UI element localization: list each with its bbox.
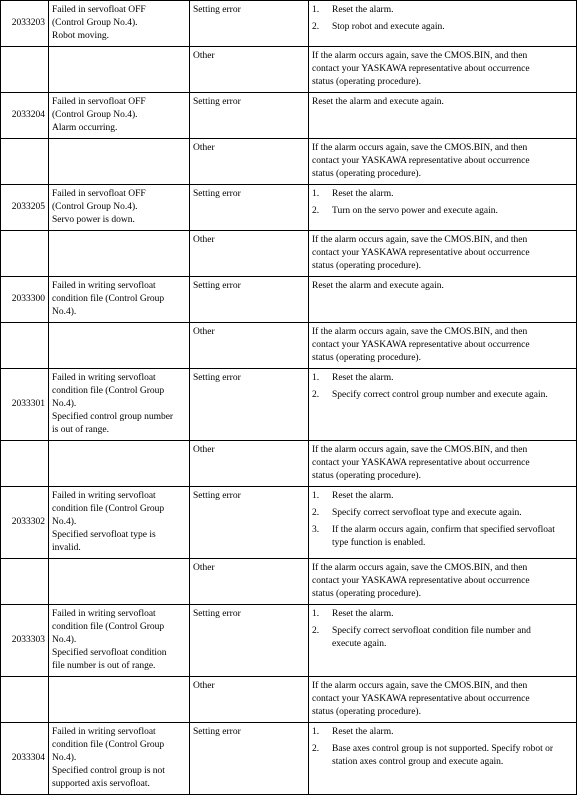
alarm-description <box>49 323 190 369</box>
description-line: Specified control group number <box>52 412 174 422</box>
description-line: Servo power is down. <box>52 215 135 225</box>
alarm-code <box>1 559 49 605</box>
alarm-table-body <box>1 1 577 795</box>
alarm-code: 2033300 <box>1 277 49 323</box>
alarm-description <box>49 185 190 231</box>
alarm-description <box>49 605 190 677</box>
alarm-code <box>1 47 49 93</box>
step-number: 1. <box>312 727 320 737</box>
description-line: condition file (Control Group <box>52 740 165 750</box>
remedy-text-line: Reset the alarm and execute again. <box>312 97 444 107</box>
step-number: 1. <box>312 609 320 619</box>
step-number: 2. <box>312 22 320 32</box>
table-row <box>1 677 577 723</box>
remedy-text-line: contact your YASKAWA representative about occurrence <box>312 156 530 166</box>
alarm-description <box>49 139 190 185</box>
remedy-text-line: contact your YASKAWA representative about occurrence <box>312 340 530 350</box>
alarm-code <box>1 677 49 723</box>
description-line: No.4). <box>52 399 77 409</box>
description-line: No.4). <box>52 753 77 763</box>
step-text <box>332 524 573 550</box>
step-number: 2. <box>312 390 320 400</box>
description-line: Robot moving. <box>52 31 110 41</box>
remedy-step <box>312 389 573 402</box>
alarm-description <box>49 723 190 795</box>
step-number: 2. <box>312 508 320 518</box>
description-line: (Control Group No.4). <box>52 18 138 28</box>
step-number: 1. <box>312 491 320 501</box>
remedy-step <box>312 507 573 520</box>
step-text <box>332 372 573 385</box>
table-row <box>1 277 577 323</box>
alarm-code: 2033302 <box>1 487 49 559</box>
description-line: Failed in writing servofloat <box>52 609 156 619</box>
description-line: No.4). <box>52 517 77 527</box>
step-text-line: station axes control group and execute again. <box>332 757 504 767</box>
remedy-step <box>312 21 573 34</box>
description-line: Failed in servofloat OFF <box>52 5 146 15</box>
remedy-text-line: contact your YASKAWA representative about occurrence <box>312 576 530 586</box>
table-row <box>1 723 577 795</box>
step-text <box>332 205 573 218</box>
remedy-steps <box>312 608 573 651</box>
description-line: Failed in servofloat OFF <box>52 97 146 107</box>
description-line: Failed in writing servofloat <box>52 491 156 501</box>
alarm-description <box>49 47 190 93</box>
remedy-step <box>312 743 573 769</box>
step-text <box>332 608 573 621</box>
step-text-line: Reset the alarm. <box>332 5 394 15</box>
step-text <box>332 625 573 651</box>
alarm-description <box>49 277 190 323</box>
description-line: Specified servofloat condition <box>52 648 167 658</box>
remedy-text-line: contact your YASKAWA representative about occurrence <box>312 694 530 704</box>
alarm-remedy <box>309 231 577 277</box>
remedy-step <box>312 205 573 218</box>
step-text-line: Reset the alarm. <box>332 189 394 199</box>
remedy-text-line: If the alarm occurs again, save the CMOS.BIN, and then <box>312 681 528 691</box>
step-text <box>332 743 573 769</box>
remedy-step <box>312 524 573 550</box>
alarm-cause: Setting error <box>190 93 309 139</box>
step-number: 3. <box>312 525 320 535</box>
step-text-line: Reset the alarm. <box>332 727 394 737</box>
step-text <box>332 389 573 402</box>
remedy-text-line: If the alarm occurs again, save the CMOS.BIN, and then <box>312 445 528 455</box>
remedy-step <box>312 372 573 385</box>
remedy-step <box>312 188 573 201</box>
description-line: condition file (Control Group <box>52 294 165 304</box>
alarm-code: 2033303 <box>1 605 49 677</box>
remedy-steps <box>312 726 573 769</box>
alarm-remedy <box>309 323 577 369</box>
step-number: 2. <box>312 626 320 636</box>
alarm-remedy <box>309 677 577 723</box>
step-text-line: Stop robot and execute again. <box>332 22 445 32</box>
description-line: file number is out of range. <box>52 661 156 671</box>
remedy-text-line: status (operating procedure). <box>312 471 421 481</box>
remedy-text-line: status (operating procedure). <box>312 353 421 363</box>
step-text-line: Specify correct servofloat condition file number and <box>332 626 531 636</box>
table-row <box>1 231 577 277</box>
remedy-text-line: If the alarm occurs again, save the CMOS.BIN, and then <box>312 143 528 153</box>
table-row <box>1 1 577 47</box>
description-line: Alarm occurring. <box>52 123 118 133</box>
alarm-remedy <box>309 369 577 441</box>
step-text <box>332 490 573 503</box>
alarm-cause: Other <box>190 323 309 369</box>
remedy-text-line: contact your YASKAWA representative about occurrence <box>312 248 530 258</box>
alarm-cause: Other <box>190 559 309 605</box>
table-row <box>1 185 577 231</box>
alarm-description <box>49 487 190 559</box>
alarm-remedy <box>309 605 577 677</box>
table-row <box>1 369 577 441</box>
table-row <box>1 559 577 605</box>
remedy-text-line: status (operating procedure). <box>312 707 421 717</box>
description-line: Failed in writing servofloat <box>52 373 156 383</box>
description-line: Specified servofloat type is <box>52 530 156 540</box>
alarm-remedy <box>309 559 577 605</box>
step-text-line: execute again. <box>332 639 387 649</box>
step-number: 1. <box>312 373 320 383</box>
alarm-description <box>49 369 190 441</box>
description-line: condition file (Control Group <box>52 386 165 396</box>
alarm-code <box>1 441 49 487</box>
alarm-description <box>49 93 190 139</box>
step-number: 2. <box>312 744 320 754</box>
alarm-cause: Setting error <box>190 277 309 323</box>
alarm-remedy <box>309 277 577 323</box>
table-row <box>1 441 577 487</box>
remedy-text-line: If the alarm occurs again, save the CMOS.BIN, and then <box>312 235 528 245</box>
alarm-code: 2033301 <box>1 369 49 441</box>
step-number: 1. <box>312 189 320 199</box>
remedy-steps <box>312 4 573 34</box>
description-line: Failed in writing servofloat <box>52 281 156 291</box>
description-line: condition file (Control Group <box>52 622 165 632</box>
alarm-description <box>49 677 190 723</box>
remedy-text-line: status (operating procedure). <box>312 589 421 599</box>
step-text-line: Specify correct control group number and execute again. <box>332 390 548 400</box>
step-text-line: If the alarm occurs again, confirm that specified servofloat <box>332 525 555 535</box>
remedy-text-line: status (operating procedure). <box>312 169 421 179</box>
alarm-description <box>49 441 190 487</box>
alarm-cause: Other <box>190 441 309 487</box>
alarm-cause: Setting error <box>190 185 309 231</box>
alarm-code <box>1 231 49 277</box>
alarm-code: 2033205 <box>1 185 49 231</box>
remedy-text-line: If the alarm occurs again, save the CMOS.BIN, and then <box>312 563 528 573</box>
step-text-line: Turn on the servo power and execute again. <box>332 206 498 216</box>
alarm-remedy <box>309 487 577 559</box>
remedy-step <box>312 4 573 17</box>
step-text-line: Base axes control group is not supported. Specify robot or <box>332 744 554 754</box>
alarm-cause: Other <box>190 677 309 723</box>
alarm-remedy <box>309 47 577 93</box>
table-row <box>1 605 577 677</box>
description-line: supported axis servofloat. <box>52 779 150 789</box>
remedy-text-line: contact your YASKAWA representative about occurrence <box>312 458 530 468</box>
description-line: is out of range. <box>52 425 109 435</box>
step-text-line: type function is enabled. <box>332 538 426 548</box>
alarm-remedy <box>309 441 577 487</box>
description-line: No.4). <box>52 307 77 317</box>
description-line: condition file (Control Group <box>52 504 165 514</box>
description-line: (Control Group No.4). <box>52 202 138 212</box>
table-row <box>1 47 577 93</box>
remedy-text-line: contact your YASKAWA representative about occurrence <box>312 64 530 74</box>
remedy-steps <box>312 490 573 550</box>
alarm-cause: Setting error <box>190 605 309 677</box>
remedy-text-line: status (operating procedure). <box>312 261 421 271</box>
alarm-description <box>49 559 190 605</box>
table-row <box>1 139 577 185</box>
alarm-code: 2033204 <box>1 93 49 139</box>
alarm-description <box>49 1 190 47</box>
remedy-text-line: Reset the alarm and execute again. <box>312 281 444 291</box>
alarm-remedy <box>309 139 577 185</box>
alarm-remedy <box>309 723 577 795</box>
alarm-code <box>1 323 49 369</box>
step-text-line: Reset the alarm. <box>332 609 394 619</box>
step-number: 2. <box>312 206 320 216</box>
remedy-text-line: If the alarm occurs again, save the CMOS.BIN, and then <box>312 327 528 337</box>
remedy-steps <box>312 372 573 402</box>
remedy-step <box>312 608 573 621</box>
description-line: No.4). <box>52 635 77 645</box>
alarm-cause: Other <box>190 139 309 185</box>
description-line: Failed in writing servofloat <box>52 727 156 737</box>
step-text <box>332 21 573 34</box>
alarm-cause: Setting error <box>190 487 309 559</box>
step-text <box>332 4 573 17</box>
alarm-code: 2033203 <box>1 1 49 47</box>
alarm-code: 2033304 <box>1 723 49 795</box>
step-text <box>332 507 573 520</box>
step-text-line: Reset the alarm. <box>332 373 394 383</box>
alarm-code <box>1 139 49 185</box>
alarm-cause: Other <box>190 47 309 93</box>
table-row <box>1 487 577 559</box>
remedy-text-line: status (operating procedure). <box>312 77 421 87</box>
table-row <box>1 323 577 369</box>
remedy-steps <box>312 188 573 218</box>
remedy-step <box>312 726 573 739</box>
alarm-cause: Setting error <box>190 369 309 441</box>
description-line: Failed in servofloat OFF <box>52 189 146 199</box>
description-line: invalid. <box>52 543 81 553</box>
alarm-remedy <box>309 1 577 47</box>
description-line: (Control Group No.4). <box>52 110 138 120</box>
alarm-description <box>49 231 190 277</box>
step-text-line: Specify correct servofloat type and execute again. <box>332 508 522 518</box>
remedy-step <box>312 625 573 651</box>
remedy-step <box>312 490 573 503</box>
step-number: 1. <box>312 5 320 15</box>
alarm-cause: Setting error <box>190 1 309 47</box>
table-row <box>1 93 577 139</box>
remedy-text-line: If the alarm occurs again, save the CMOS.BIN, and then <box>312 51 528 61</box>
alarm-remedy <box>309 185 577 231</box>
alarm-remedy <box>309 93 577 139</box>
step-text <box>332 726 573 739</box>
step-text <box>332 188 573 201</box>
description-line: Specified control group is not <box>52 766 165 776</box>
alarm-cause: Setting error <box>190 723 309 795</box>
alarm-cause: Other <box>190 231 309 277</box>
step-text-line: Reset the alarm. <box>332 491 394 501</box>
